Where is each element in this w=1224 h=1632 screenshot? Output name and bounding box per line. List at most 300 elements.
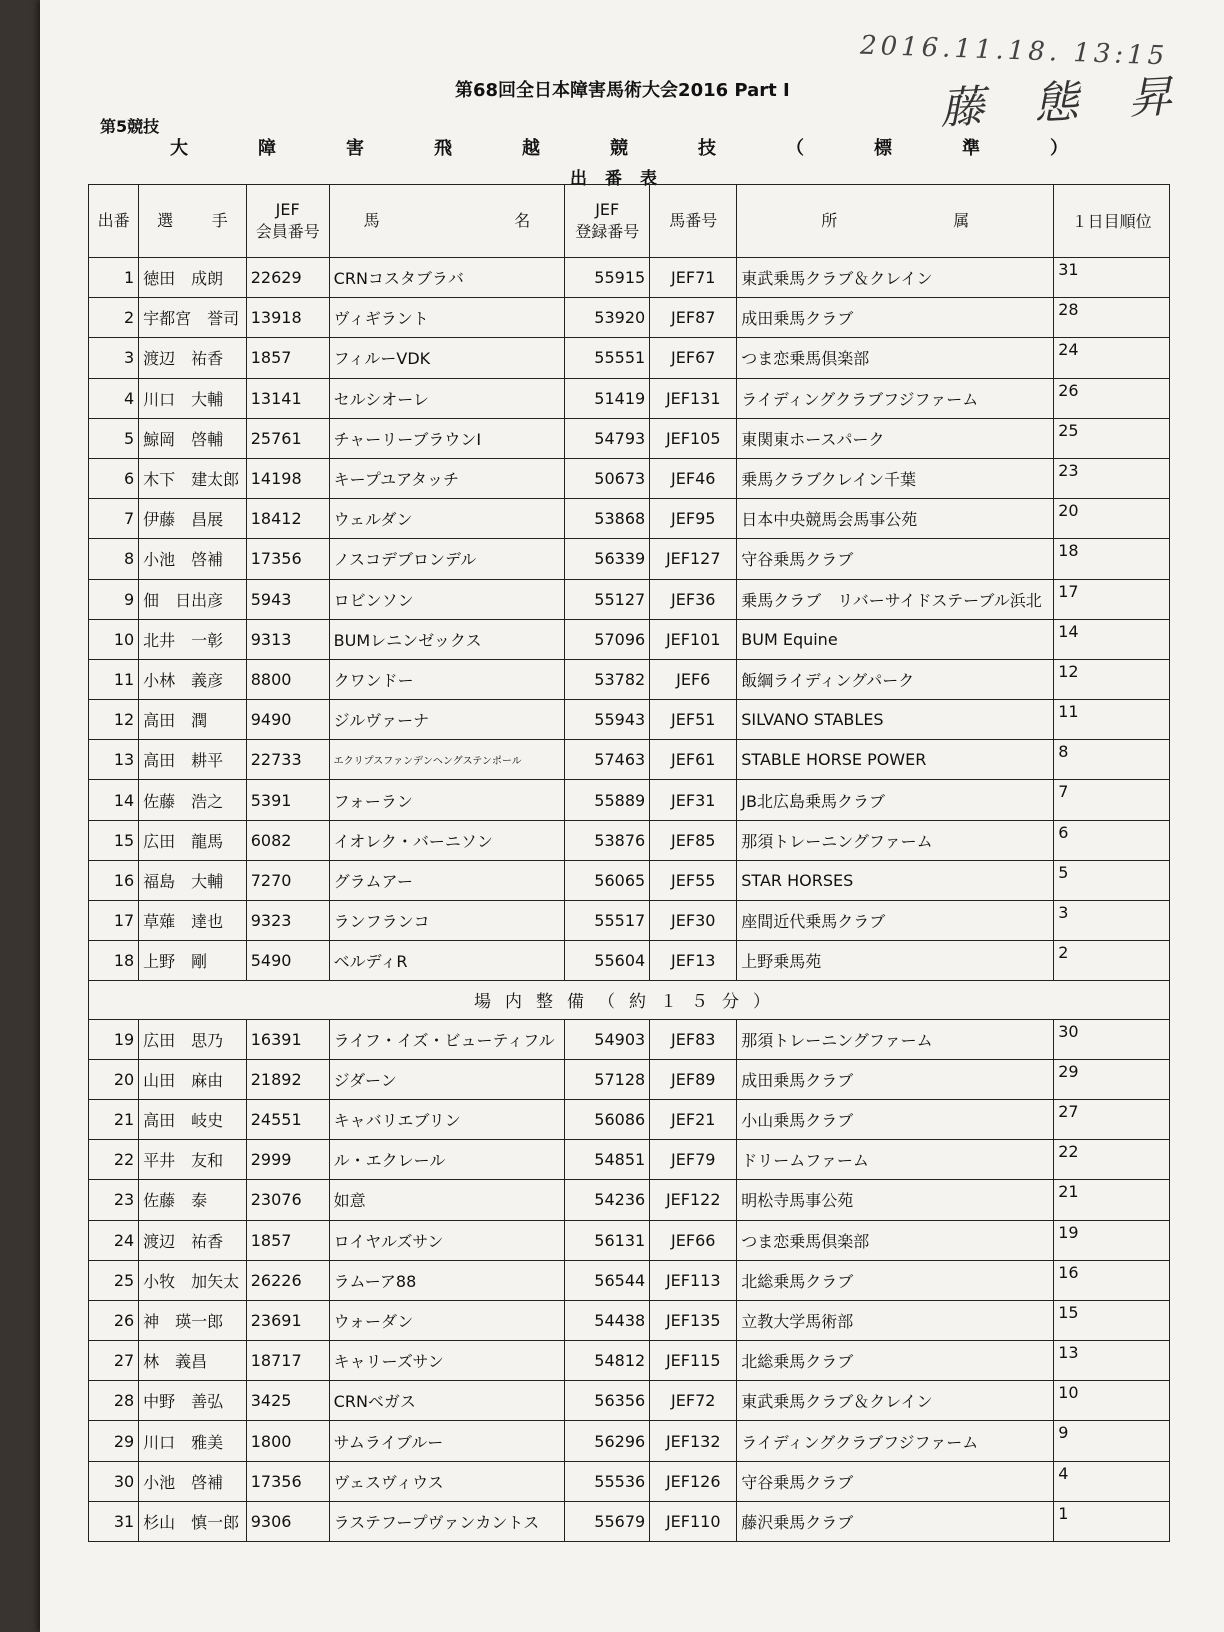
table-row (89, 1461, 1170, 1501)
cell-jef-member: 9490 (246, 700, 329, 740)
cell-rider: 福島 大輔 (139, 860, 247, 900)
cell-club: 立教大学馬術部 (737, 1300, 1054, 1340)
cell-horse: エクリプスファンデンヘングステンポール (329, 740, 565, 780)
cell-horse: サムライブルー (329, 1421, 565, 1461)
cell-rank: 10 (1054, 1381, 1170, 1421)
cell-rank: 9 (1054, 1421, 1170, 1461)
cell-rider: 高田 岐史 (139, 1099, 247, 1139)
cell-horse-no: JEF79 (650, 1140, 737, 1180)
cell-rank: 25 (1054, 418, 1170, 458)
cell-horse: イオレク・バーニソン (329, 820, 565, 860)
cell-rank: 21 (1054, 1180, 1170, 1220)
cell-jef-member: 26226 (246, 1260, 329, 1300)
cell-rank: 26 (1054, 378, 1170, 418)
cell-rider: 渡辺 祐香 (139, 1220, 247, 1260)
cell-horse-no: JEF95 (650, 499, 737, 539)
cell-rider: 北井 一彰 (139, 619, 247, 659)
cell-horse: 如意 (329, 1180, 565, 1220)
cell-horse-no: JEF71 (650, 258, 737, 298)
cell-jef-reg: 55127 (565, 579, 650, 619)
cell-order: 24 (89, 1220, 139, 1260)
cell-rank: 23 (1054, 458, 1170, 498)
cell-jef-member: 13141 (246, 378, 329, 418)
table-row (89, 1019, 1170, 1059)
cell-horse-no: JEF115 (650, 1341, 737, 1381)
cell-horse-no: JEF113 (650, 1260, 737, 1300)
cell-horse: ヴィギラント (329, 298, 565, 338)
table-body-first (89, 258, 1170, 981)
cell-jef-reg: 56356 (565, 1381, 650, 1421)
header-club-1: 所 (821, 211, 838, 230)
cell-order: 20 (89, 1059, 139, 1099)
cell-horse: ジルヴァーナ (329, 700, 565, 740)
cell-club: つま恋乗馬倶楽部 (737, 338, 1054, 378)
cell-jef-reg: 54793 (565, 418, 650, 458)
cell-order: 17 (89, 901, 139, 941)
cell-rider: 小林 義彦 (139, 659, 247, 699)
cell-horse: ウォーダン (329, 1300, 565, 1340)
table-row (89, 1381, 1170, 1421)
cell-rank: 2 (1054, 941, 1170, 981)
cell-order: 1 (89, 258, 139, 298)
cell-horse-no: JEF85 (650, 820, 737, 860)
event-name-char: ） (1050, 138, 1070, 159)
table-row (89, 579, 1170, 619)
cell-rider: 宇都宮 誉司 (139, 298, 247, 338)
cell-rank: 29 (1054, 1059, 1170, 1099)
cell-horse: ラステフープヴァンカントス (329, 1501, 565, 1541)
cell-rider: 広田 思乃 (139, 1019, 247, 1059)
header-horse-1: 馬 (363, 211, 380, 230)
cell-order: 3 (89, 338, 139, 378)
header-no: 出番 (89, 185, 139, 258)
cell-horse-no: JEF87 (650, 298, 737, 338)
header-jef-member-1: JEF (275, 200, 300, 219)
table-row (89, 1300, 1170, 1340)
cell-horse: BUMレニンゼックス (329, 619, 565, 659)
cell-rider: 徳田 成朗 (139, 258, 247, 298)
cell-rank: 18 (1054, 539, 1170, 579)
cell-jef-reg: 55551 (565, 338, 650, 378)
header-jef-member-2: 会員番号 (255, 222, 320, 241)
cell-rider: 神 瑛一郎 (139, 1300, 247, 1340)
cell-jef-reg: 53868 (565, 499, 650, 539)
cell-order: 31 (89, 1501, 139, 1541)
cell-rider: 佐藤 泰 (139, 1180, 247, 1220)
cell-rider: 山田 麻由 (139, 1059, 247, 1099)
cell-jef-member: 5391 (246, 780, 329, 820)
cell-rider: 草薙 達也 (139, 901, 247, 941)
cell-horse-no: JEF21 (650, 1099, 737, 1139)
cell-club: 日本中央競馬会馬事公苑 (737, 499, 1054, 539)
cell-jef-member: 22733 (246, 740, 329, 780)
cell-jef-member: 23691 (246, 1300, 329, 1340)
table-row (89, 499, 1170, 539)
cell-club: 明松寺馬事公苑 (737, 1180, 1054, 1220)
cell-horse-no: JEF89 (650, 1059, 737, 1099)
cell-jef-reg: 54812 (565, 1341, 650, 1381)
cell-order: 29 (89, 1421, 139, 1461)
cell-club: 東関東ホースパーク (737, 418, 1054, 458)
cell-order: 23 (89, 1180, 139, 1220)
cell-jef-reg: 55679 (565, 1501, 650, 1541)
cell-horse: ライフ・イズ・ビューティフル (329, 1019, 565, 1059)
cell-horse: キャバリエブリン (329, 1099, 565, 1139)
cell-jef-reg: 54903 (565, 1019, 650, 1059)
cell-jef-reg: 56086 (565, 1099, 650, 1139)
event-name-char: 障 (258, 138, 278, 159)
cell-order: 6 (89, 458, 139, 498)
cell-rank: 7 (1054, 780, 1170, 820)
header-horse-2: 名 (514, 211, 531, 230)
document-title: 第68回全日本障害馬術大会2016 Part I (455, 80, 790, 101)
table-row (89, 740, 1170, 780)
cell-jef-member: 3425 (246, 1381, 329, 1421)
cell-club: 北総乗馬クラブ (737, 1260, 1054, 1300)
cell-rank: 11 (1054, 700, 1170, 740)
cell-club: つま恋乗馬倶楽部 (737, 1220, 1054, 1260)
cell-jef-reg: 55915 (565, 258, 650, 298)
header-club (737, 185, 1054, 258)
cell-horse: ロビンソン (329, 579, 565, 619)
cell-horse-no: JEF13 (650, 941, 737, 981)
cell-club: STAR HORSES (737, 860, 1054, 900)
cell-horse-no: JEF122 (650, 1180, 737, 1220)
cell-horse-no: JEF36 (650, 579, 737, 619)
cell-rank: 30 (1054, 1019, 1170, 1059)
header-horse-no: 馬番号 (650, 185, 737, 258)
subtitle: 出番表 (570, 169, 675, 189)
cell-club: 上野乗馬苑 (737, 941, 1054, 981)
cell-jef-reg: 56339 (565, 539, 650, 579)
cell-rank: 19 (1054, 1220, 1170, 1260)
event-name-char: 競 (610, 138, 630, 159)
cell-horse: フィルーVDK (329, 338, 565, 378)
cell-order: 16 (89, 860, 139, 900)
cell-jef-reg: 54236 (565, 1180, 650, 1220)
cell-order: 19 (89, 1019, 139, 1059)
handwritten-date: 2016.11.18. 13:15 (859, 30, 1169, 72)
table-row (89, 941, 1170, 981)
cell-horse-no: JEF126 (650, 1461, 737, 1501)
cell-jef-member: 17356 (246, 1461, 329, 1501)
cell-order: 18 (89, 941, 139, 981)
cell-rider: 中野 善弘 (139, 1381, 247, 1421)
cell-club: 守谷乗馬クラブ (737, 1461, 1054, 1501)
cell-club: JB北広島乗馬クラブ (737, 780, 1054, 820)
cell-order: 5 (89, 418, 139, 458)
cell-horse-no: JEF127 (650, 539, 737, 579)
cell-club: ライディングクラブフジファーム (737, 1421, 1054, 1461)
cell-rider: 木下 建太郎 (139, 458, 247, 498)
cell-horse-no: JEF31 (650, 780, 737, 820)
cell-jef-member: 22629 (246, 258, 329, 298)
cell-horse: ロイヤルズサン (329, 1220, 565, 1260)
table-row (89, 901, 1170, 941)
cell-horse-no: JEF105 (650, 418, 737, 458)
cell-jef-reg: 56544 (565, 1260, 650, 1300)
event-name-char: 大 (170, 138, 190, 159)
table-row (89, 619, 1170, 659)
cell-jef-reg: 56131 (565, 1220, 650, 1260)
cell-club: 飯綱ライディングパーク (737, 659, 1054, 699)
event-name-char: 越 (522, 138, 542, 159)
cell-horse: ラムーア88 (329, 1260, 565, 1300)
cell-jef-reg: 54851 (565, 1140, 650, 1180)
cell-jef-member: 8800 (246, 659, 329, 699)
cell-rider: 川口 大輔 (139, 378, 247, 418)
cell-jef-reg: 56065 (565, 860, 650, 900)
cell-rider: 林 義昌 (139, 1341, 247, 1381)
cell-horse-no: JEF83 (650, 1019, 737, 1059)
cell-rank: 28 (1054, 298, 1170, 338)
cell-order: 2 (89, 298, 139, 338)
cell-jef-member: 9313 (246, 619, 329, 659)
cell-club: 那須トレーニングファーム (737, 820, 1054, 860)
cell-jef-member: 18717 (246, 1341, 329, 1381)
start-order-table (88, 184, 1170, 1542)
event-number: 第5競技 (100, 117, 160, 136)
cell-jef-reg: 55943 (565, 700, 650, 740)
cell-rider: 川口 雅美 (139, 1421, 247, 1461)
table-row (89, 1220, 1170, 1260)
cell-jef-member: 1857 (246, 338, 329, 378)
cell-club: BUM Equine (737, 619, 1054, 659)
cell-jef-reg: 55889 (565, 780, 650, 820)
cell-horse-no: JEF55 (650, 860, 737, 900)
event-name-char: 害 (346, 138, 366, 159)
cell-jef-reg: 51419 (565, 378, 650, 418)
cell-jef-member: 1800 (246, 1421, 329, 1461)
cell-rider: 杉山 慎一郎 (139, 1501, 247, 1541)
cell-jef-reg: 57128 (565, 1059, 650, 1099)
cell-order: 25 (89, 1260, 139, 1300)
header-rider-2: 手 (211, 211, 228, 230)
cell-horse-no: JEF61 (650, 740, 737, 780)
cell-rank: 27 (1054, 1099, 1170, 1139)
cell-rider: 高田 潤 (139, 700, 247, 740)
cell-horse-no: JEF101 (650, 619, 737, 659)
cell-rank: 24 (1054, 338, 1170, 378)
cell-club: STABLE HORSE POWER (737, 740, 1054, 780)
event-name-char: 技 (698, 138, 718, 159)
cell-order: 9 (89, 579, 139, 619)
cell-rider: 小池 啓補 (139, 539, 247, 579)
cell-jef-member: 18412 (246, 499, 329, 539)
header-horse (329, 185, 565, 258)
cell-rider: 鯨岡 啓輔 (139, 418, 247, 458)
cell-rider: 小池 啓補 (139, 1461, 247, 1501)
cell-club: 乗馬クラブ リバーサイドステーブル浜北 (737, 579, 1054, 619)
header-club-2: 属 (953, 211, 970, 230)
cell-jef-reg: 53920 (565, 298, 650, 338)
cell-rank: 17 (1054, 579, 1170, 619)
cell-horse: グラムアー (329, 860, 565, 900)
cell-rank: 1 (1054, 1501, 1170, 1541)
cell-horse-no: JEF30 (650, 901, 737, 941)
table-row (89, 860, 1170, 900)
cell-jef-reg: 57463 (565, 740, 650, 780)
cell-rank: 15 (1054, 1300, 1170, 1340)
cell-horse: セルシオーレ (329, 378, 565, 418)
cell-order: 10 (89, 619, 139, 659)
event-name-char: 飛 (434, 138, 454, 159)
cell-jef-member: 9323 (246, 901, 329, 941)
cell-rank: 22 (1054, 1140, 1170, 1180)
cell-rank: 8 (1054, 740, 1170, 780)
cell-horse: フォーラン (329, 780, 565, 820)
header-rank: １日目順位 (1054, 185, 1170, 258)
cell-jef-reg: 57096 (565, 619, 650, 659)
cell-rank: 5 (1054, 860, 1170, 900)
table-row (89, 1341, 1170, 1381)
header-row (89, 185, 1170, 258)
cell-rider: 佐藤 浩之 (139, 780, 247, 820)
cell-rider: 小牧 加矢太 (139, 1260, 247, 1300)
cell-jef-reg: 55536 (565, 1461, 650, 1501)
cell-horse-no: JEF46 (650, 458, 737, 498)
header-jef-member (246, 185, 329, 258)
cell-horse: クワンドー (329, 659, 565, 699)
cell-horse: ヴェスヴィウス (329, 1461, 565, 1501)
cell-jef-member: 25761 (246, 418, 329, 458)
table-row (89, 780, 1170, 820)
table-row (89, 298, 1170, 338)
cell-club: 東武乗馬クラブ＆クレイン (737, 258, 1054, 298)
cell-order: 4 (89, 378, 139, 418)
cell-order: 26 (89, 1300, 139, 1340)
cell-club: 東武乗馬クラブ＆クレイン (737, 1381, 1054, 1421)
cell-horse: ル・エクレール (329, 1140, 565, 1180)
cell-horse: ウェルダン (329, 499, 565, 539)
table-row (89, 1180, 1170, 1220)
cell-horse-no: JEF51 (650, 700, 737, 740)
cell-horse-no: JEF110 (650, 1501, 737, 1541)
header-rider-1: 選 (157, 211, 174, 230)
cell-rank: 13 (1054, 1341, 1170, 1381)
table-row (89, 1059, 1170, 1099)
cell-horse: チャーリーブラウンⅠ (329, 418, 565, 458)
cell-jef-reg: 56296 (565, 1421, 650, 1461)
cell-rank: 12 (1054, 659, 1170, 699)
cell-jef-member: 2999 (246, 1140, 329, 1180)
cell-rank: 6 (1054, 820, 1170, 860)
break-row (89, 981, 1170, 1019)
cell-jef-reg: 55604 (565, 941, 650, 981)
table-row (89, 539, 1170, 579)
cell-rank: 14 (1054, 619, 1170, 659)
header-jef-reg-1: JEF (595, 200, 620, 219)
cell-order: 15 (89, 820, 139, 860)
cell-order: 12 (89, 700, 139, 740)
cell-horse: キープユアタッチ (329, 458, 565, 498)
cell-horse-no: JEF67 (650, 338, 737, 378)
cell-club: SILVANO STABLES (737, 700, 1054, 740)
event-name (170, 134, 1070, 160)
table-row (89, 258, 1170, 298)
cell-order: 13 (89, 740, 139, 780)
cell-rider: 高田 耕平 (139, 740, 247, 780)
cell-club: 座間近代乗馬クラブ (737, 901, 1054, 941)
table-row (89, 418, 1170, 458)
cell-order: 21 (89, 1099, 139, 1139)
table-row (89, 1421, 1170, 1461)
cell-rider: 佃 日出彦 (139, 579, 247, 619)
cell-jef-member: 1857 (246, 1220, 329, 1260)
table-row (89, 378, 1170, 418)
cell-order: 22 (89, 1140, 139, 1180)
cell-order: 11 (89, 659, 139, 699)
cell-club: 乗馬クラブクレイン千葉 (737, 458, 1054, 498)
cell-order: 27 (89, 1341, 139, 1381)
table-row (89, 659, 1170, 699)
cell-jef-member: 23076 (246, 1180, 329, 1220)
cell-horse: ノスコデブロンデル (329, 539, 565, 579)
cell-horse: ランフランコ (329, 901, 565, 941)
cell-horse: ジダーン (329, 1059, 565, 1099)
cell-jef-member: 9306 (246, 1501, 329, 1541)
cell-order: 30 (89, 1461, 139, 1501)
cell-club: 守谷乗馬クラブ (737, 539, 1054, 579)
cell-jef-member: 13918 (246, 298, 329, 338)
cell-horse: CRNコスタブラバ (329, 258, 565, 298)
cell-club: 成田乗馬クラブ (737, 1059, 1054, 1099)
cell-rank: 4 (1054, 1461, 1170, 1501)
cell-club: 北総乗馬クラブ (737, 1341, 1054, 1381)
table-row (89, 700, 1170, 740)
break-text: 場内整備（約１５分） (89, 981, 1170, 1019)
cell-club: 藤沢乗馬クラブ (737, 1501, 1054, 1541)
cell-club: ライディングクラブフジファーム (737, 378, 1054, 418)
cell-club: ドリームファーム (737, 1140, 1054, 1180)
table-row (89, 820, 1170, 860)
cell-order: 7 (89, 499, 139, 539)
cell-rider: 渡辺 祐香 (139, 338, 247, 378)
cell-rider: 平井 友和 (139, 1140, 247, 1180)
cell-club: 成田乗馬クラブ (737, 298, 1054, 338)
cell-jef-member: 5490 (246, 941, 329, 981)
event-name-char: 標 (874, 138, 894, 159)
cell-jef-member: 21892 (246, 1059, 329, 1099)
cell-rank: 20 (1054, 499, 1170, 539)
cell-club: 小山乗馬クラブ (737, 1099, 1054, 1139)
cell-rank: 3 (1054, 901, 1170, 941)
table-row (89, 338, 1170, 378)
header-jef-reg-2: 登録番号 (575, 222, 640, 241)
cell-club: 那須トレーニングファーム (737, 1019, 1054, 1059)
cell-order: 28 (89, 1381, 139, 1421)
cell-jef-member: 5943 (246, 579, 329, 619)
cell-jef-reg: 54438 (565, 1300, 650, 1340)
cell-horse-no: JEF132 (650, 1421, 737, 1461)
cell-horse-no: JEF6 (650, 659, 737, 699)
table-body-second (89, 1019, 1170, 1541)
cell-horse: CRNベガス (329, 1381, 565, 1421)
cell-horse-no: JEF72 (650, 1381, 737, 1421)
cell-rank: 16 (1054, 1260, 1170, 1300)
cell-horse-no: JEF66 (650, 1220, 737, 1260)
cell-jef-reg: 55517 (565, 901, 650, 941)
cell-horse: ベルディR (329, 941, 565, 981)
cell-rider: 広田 龍馬 (139, 820, 247, 860)
cell-rider: 伊藤 昌展 (139, 499, 247, 539)
table-row (89, 458, 1170, 498)
cell-horse-no: JEF135 (650, 1300, 737, 1340)
cell-horse-no: JEF131 (650, 378, 737, 418)
event-name-char: （ (786, 138, 806, 159)
cell-horse: キャリーズサン (329, 1341, 565, 1381)
header-jef-reg (565, 185, 650, 258)
